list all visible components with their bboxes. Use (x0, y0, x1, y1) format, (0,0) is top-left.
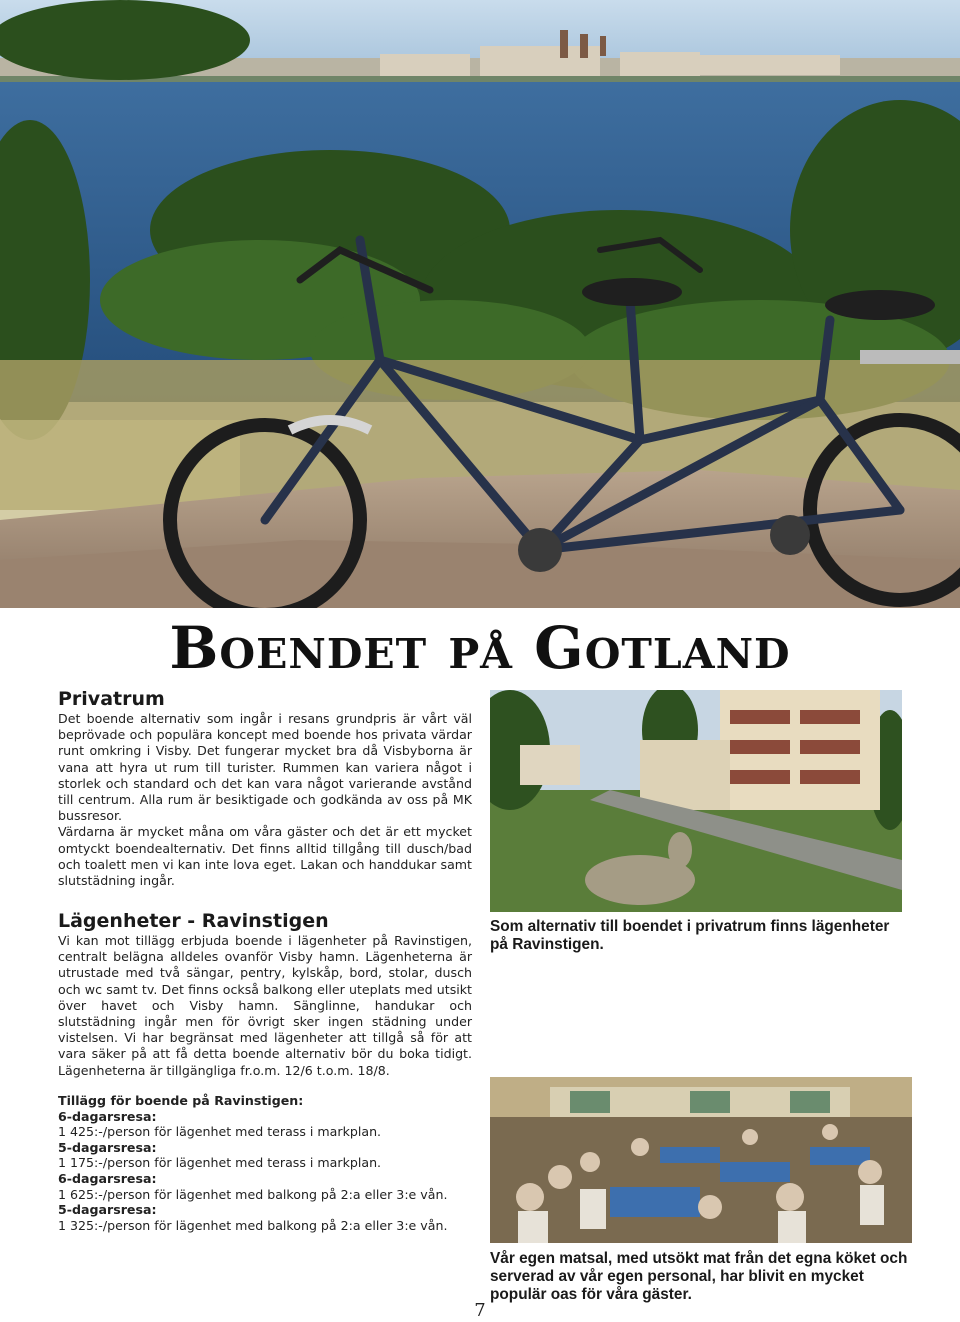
dining-hall-photo (490, 1077, 912, 1243)
tillagg-price-list (58, 1093, 488, 1233)
page-number: 7 (474, 1300, 486, 1321)
tillagg-label: 5-dagarsresa: (58, 1139, 157, 1155)
ravinstigen-apartments-image (490, 690, 902, 912)
tillagg-label: 6-dagarsresa: (58, 1170, 157, 1186)
dining-hall-image (490, 1077, 912, 1243)
apartments-photo (490, 690, 902, 912)
apartments-caption: Som alternativ till boendet i privatrum finns lägenheter på Ravinstigen. (490, 918, 890, 953)
tillagg-label: 6-dagarsresa: (58, 1108, 157, 1124)
tillagg-price: 1 625:-/person för lägenhet med balkong på 2:a eller 3:e vån. (58, 1186, 448, 1202)
lagenheter-heading: Lägenheter - Ravinstigen (58, 910, 329, 932)
privatrum-body (58, 711, 472, 889)
tillagg-price: 1 175:-/person för lägenhet med terass i markplan. (58, 1155, 382, 1171)
dining-caption: Vår egen matsal, med utsökt mat från det egna köket och serverad av vår egen personal, har blivit en mycket populär oas för våra gäster. (490, 1250, 908, 1303)
page-title: Boendet på Gotland (169, 614, 791, 682)
tillagg-heading: Tillägg för boende på Ravinstigen: (58, 1093, 304, 1108)
privatrum-paragraph-1: Det boende alternativ som ingår i resans grundpris är vårt väl beprövade och populära koncept med boende hos privata värdar runt omkring i Visby. Det fungerar mycket bra då Visbyborna är vana att hyra ut rum till turister. Rummen kan variera något i storlek och standard och det kan vara något varierande avstånd till centrum. Alla rum är besiktigade och godkända av oss på MK bussresor. (58, 711, 472, 824)
tandem-bicycle-by-sea-image (0, 0, 960, 608)
tillagg-price: 1 425:-/person för lägenhet med terass i markplan. (58, 1124, 382, 1140)
hero-photo (0, 0, 960, 608)
tillagg-price: 1 325:-/person för lägenhet med balkong på 2:a eller 3:e vån. (58, 1217, 448, 1233)
privatrum-heading: Privatrum (58, 688, 165, 710)
tillagg-label: 5-dagarsresa: (58, 1202, 157, 1218)
lagenheter-paragraph: Vi kan mot tillägg erbjuda boende i lägenheter på Ravinstigen, centralt belägna alldeles ovanför Visby hamn. Lägenheterna är utrustade med två sängar, pentry, kylskåp, bord, stolar, dusch och wc samt tv. Det finns också balkong eller uteplats med utsikt över havet och Visby hamn. Sänglinne, handukar och slutstädning ingår men för övrigt sker ingen städning under vistelsen. Vi har begränsat med lägenheter att tillgå så för att vara säker på att få detta boende alternativ bör du boka tidigt. Lägenheterna är tillgängliga fr.o.m. 12/6 t.o.m. 18/8. (58, 933, 472, 1078)
privatrum-paragraph-2: Värdarna är mycket måna om våra gäster och det är ett mycket omtyckt boendealternativ. Det finns alltid tillgång till dusch/bad och toalett men vi kan inte lova eget. Lakan och handdukar samt slutstädning ingår. (58, 824, 472, 889)
lagenheter-body (58, 933, 472, 1079)
